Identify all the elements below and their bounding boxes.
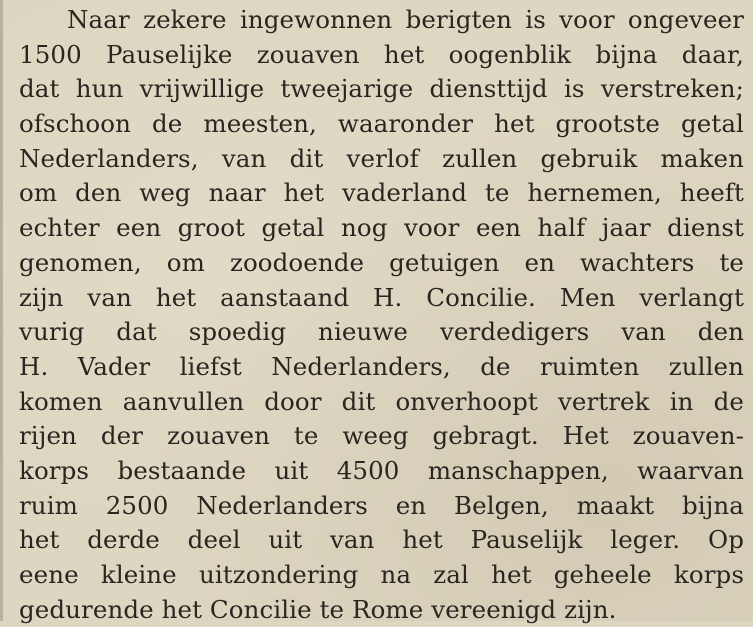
text-line: genomen, om zoodoende getuigen en wachters te	[19, 247, 744, 277]
text-line: korps bestaande uit 4500 manschappen, waarvan	[19, 455, 744, 485]
text-line: Naar zekere ingewonnen berigten is voor ongeveer	[67, 5, 744, 34]
text-line: rijen der zouaven te weeg gebragt. Het zouaven-	[19, 421, 744, 451]
text-line: H. Vader liefst Nederlanders, de ruimten zullen	[19, 351, 744, 381]
text-line: komen aanvullen door dit onverhoopt vertrek in de	[19, 386, 744, 416]
text-line: vurig dat spoedig nieuwe verdedigers van den	[19, 317, 744, 347]
text-line: Nederlanders, van dit verlof zullen gebruik maken	[19, 143, 744, 173]
text-line: om den weg naar het vaderland te hernemen, heeft	[19, 178, 744, 208]
article-text	[19, 3, 744, 627]
text-line: het derde deel uit van het Pauselijk leger. Op	[19, 525, 744, 555]
text-line: eene kleine uitzondering na zal het geheele korps	[19, 560, 744, 589]
text-line: echter een groot getal nog voor een half jaar dienst	[19, 213, 744, 243]
text-line: gedurende het Concilie te Rome vereenigd zijn.	[19, 594, 617, 624]
text-line: ruim 2500 Nederlanders en Belgen, maakt bijna	[19, 490, 744, 520]
text-line: dat hun vrijwillige tweejarige diensttijd is verstreken;	[19, 74, 744, 104]
text-line: zijn van het aanstaand H. Concilie. Men verlangt	[19, 282, 744, 312]
text-line: 1500 Pauselijke zouaven het oogenblik bijna daar,	[19, 39, 744, 69]
text-line: ofschoon de meesten, waaronder het grootste getal	[19, 109, 744, 139]
